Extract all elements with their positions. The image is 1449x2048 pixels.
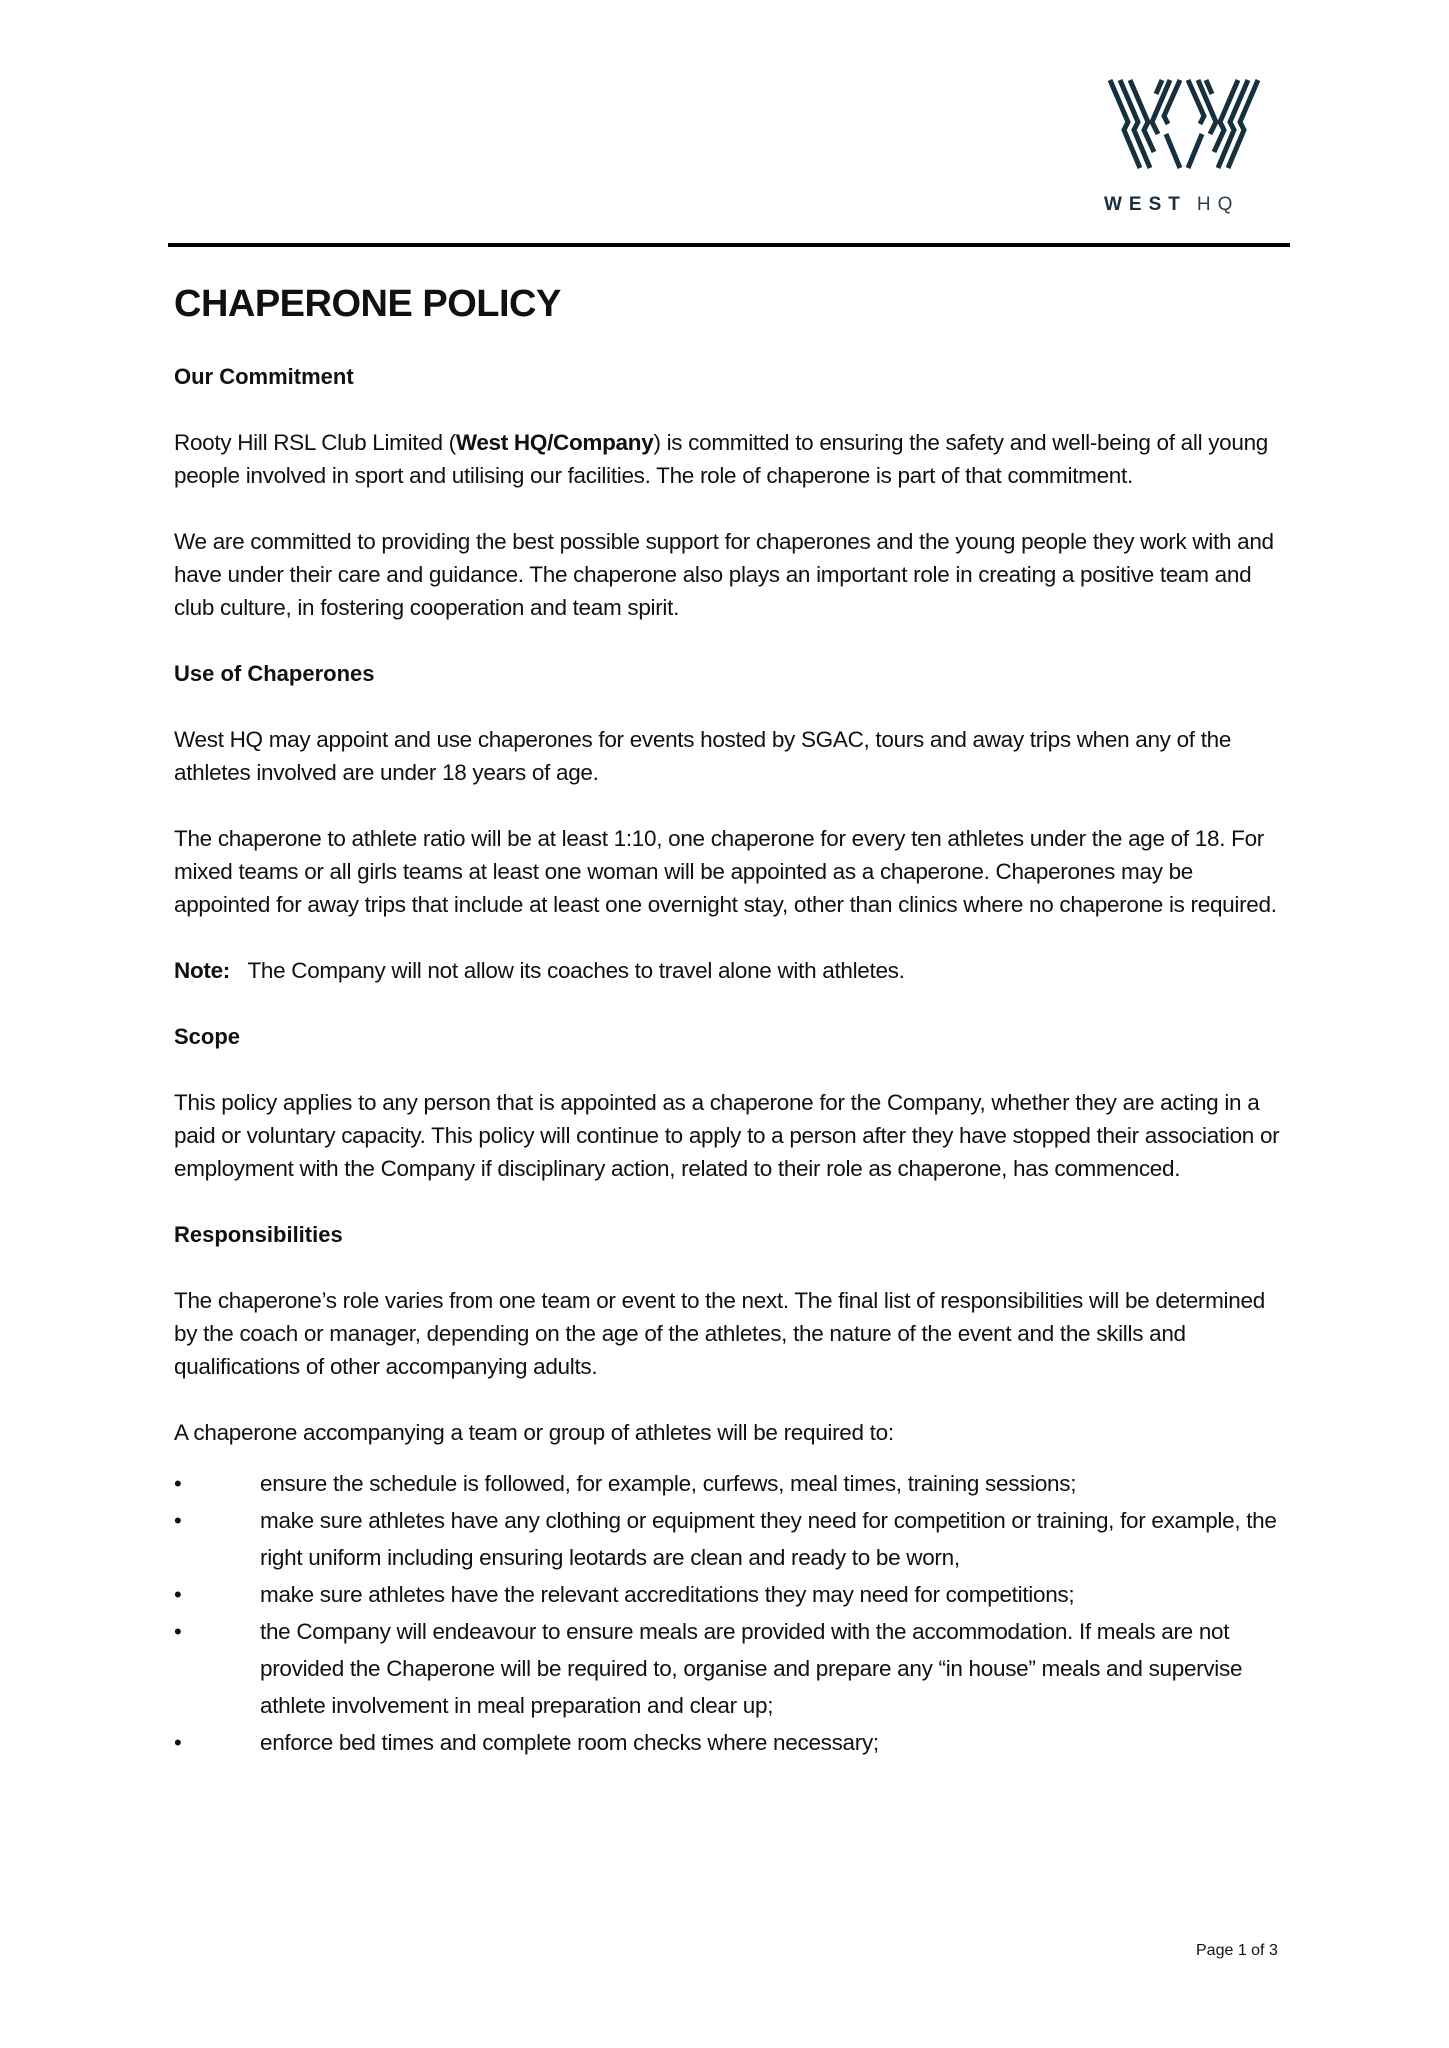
commitment-paragraph-1: [174, 426, 1294, 492]
note-paragraph: [174, 954, 1294, 987]
list-item: [174, 1576, 1294, 1613]
scope-paragraph: This policy applies to any person that is appointed as a chaperone for the Company, whether they are acting in a paid or voluntary capacity. This policy will continue to apply to a person after they have stopped their association or employment with the Company if disciplinary action, related to their role as chaperone, has commenced.: [174, 1090, 1280, 1181]
west-hq-logo: [1104, 72, 1264, 218]
list-item: [174, 1502, 1294, 1576]
bullet-icon: •: [174, 1471, 182, 1496]
use-paragraph-1: West HQ may appoint and use chaperones for events hosted by SGAC, tours and away trips when any of the athletes involved are under 18 years of age.: [174, 727, 1232, 785]
list-item: [174, 1724, 1294, 1761]
responsibilities-paragraph-1: The chaperone’s role varies from one team or event to the next. The final list of responsibilities will be determined by the coach or manager, depending on the age of the athletes, the nature of the event and the skills and qualifications of other accompanying adults.: [174, 1288, 1265, 1379]
list-item: [174, 1465, 1294, 1502]
commitment-p1-end: ) is committed to ensuring the safety and well-being of all young people involved in sport and utilising our facilities. The role of chaperone is part of that commitment.: [174, 430, 1269, 488]
note-text: The Company will not allow its coaches to travel alone with athletes.: [247, 958, 905, 983]
west-hq-w-logo-icon: [1104, 72, 1264, 172]
list-item-text: make sure athletes have any clothing or equipment they need for competition or training, for example, the right uniform including ensuring leotards are clean and ready to be worn,: [260, 1508, 1277, 1570]
document-body: [174, 276, 1294, 1761]
list-item-text: make sure athletes have the relevant accreditations they may need for competitions;: [260, 1582, 1075, 1607]
commitment-paragraph-2: We are committed to providing the best possible support for chaperones and the young people they work with and have under their care and guidance. The chaperone also plays an important role in creating a positive team and club culture, in fostering cooperation and team spirit.: [174, 529, 1274, 620]
list-item-text: ensure the schedule is followed, for example, curfews, meal times, training sessions;: [260, 1471, 1077, 1496]
responsibilities-paragraph-2: A chaperone accompanying a team or group of athletes will be required to:: [174, 1420, 894, 1445]
heading-responsibilities: Responsibilities: [174, 1222, 343, 1247]
document-title: CHAPERONE POLICY: [174, 283, 561, 325]
list-item: [174, 1613, 1294, 1724]
company-name-bold: West HQ/Company: [455, 430, 654, 455]
use-paragraph-2: The chaperone to athlete ratio will be at least 1:10, one chaperone for every ten athletes under the age of 18. For mixed teams or all girls teams at least one woman will be appointed as a chaperone. Chaperones may be appointed for away trips that include at least one overnight stay, other than clinics where no chaperone is required.: [174, 826, 1277, 917]
list-item-text: the Company will endeavour to ensure meals are provided with the accommodation. If meals are not provided the Chaperone will be required to, organise and prepare any “in house” meals and supervise athlete involvement in meal preparation and clear up;: [260, 1619, 1243, 1718]
heading-scope: Scope: [174, 1024, 241, 1049]
logo-text-hq: HQ: [1196, 194, 1240, 215]
responsibilities-list: [174, 1465, 1294, 1761]
heading-our-commitment: Our Commitment: [174, 364, 354, 389]
list-item-text: enforce bed times and complete room checks where necessary;: [260, 1730, 879, 1755]
logo-text-west: WEST: [1104, 194, 1187, 215]
bullet-icon: •: [174, 1730, 182, 1755]
logo-wordmark: [1104, 194, 1264, 216]
bullet-icon: •: [174, 1582, 182, 1607]
note-label: Note:: [174, 958, 230, 983]
bullet-icon: •: [174, 1508, 182, 1533]
page-number: Page 1 of 3: [1196, 1942, 1278, 1959]
bullet-icon: •: [174, 1619, 182, 1644]
header-divider: [168, 243, 1290, 247]
commitment-p1-start: Rooty Hill RSL Club Limited (: [174, 430, 456, 455]
heading-use-of-chaperones: Use of Chaperones: [174, 661, 375, 686]
